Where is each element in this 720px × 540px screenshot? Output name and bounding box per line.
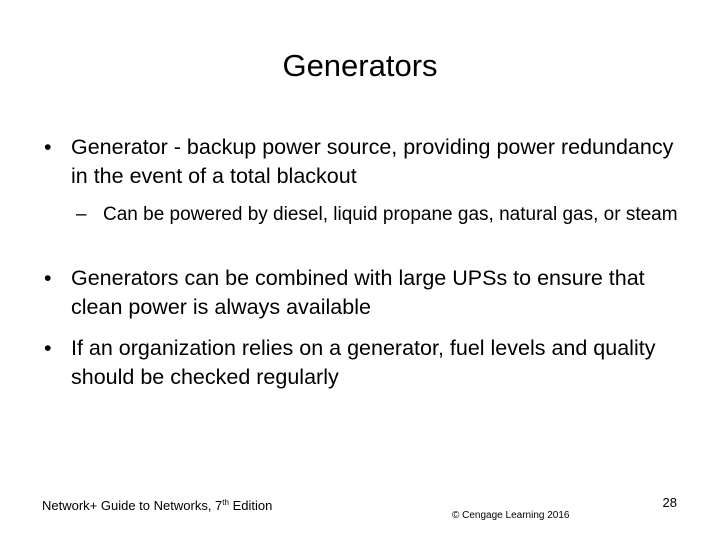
sub-bullet-item-fuel-types [76, 202, 696, 228]
bullet-marker: • [44, 336, 52, 360]
footer-book-title-sup: th [222, 498, 229, 507]
footer-page-number: 28 [662, 495, 677, 510]
bullet-item-generator [44, 133, 684, 191]
bullet-text: Generators can be combined with large UPSs to ensure that clean power is always available [71, 266, 645, 319]
sub-bullet-text: Can be powered by diesel, liquid propane gas, natural gas, or steam [103, 204, 678, 225]
bullet-item-ups [44, 264, 684, 322]
sub-bullet-marker: – [76, 204, 87, 225]
slide-title: Generators [282, 48, 438, 83]
bullet-marker: • [44, 135, 52, 159]
bullet-text: If an organization relies on a generator, fuel levels and quality should be checked regularly [71, 336, 656, 389]
footer-book-title [42, 495, 272, 514]
footer-book-title-suffix: Edition [228, 498, 273, 513]
bullet-item-fuel-check [44, 334, 684, 392]
bullet-marker: • [44, 266, 52, 290]
bullet-text: Generator - backup power source, providing power redundancy in the event of a total blackout [71, 135, 674, 188]
footer-book-title-prefix: Network+ Guide to Networks, 7 [42, 498, 223, 513]
footer-copyright: © Cengage Learning 2016 [452, 510, 570, 521]
